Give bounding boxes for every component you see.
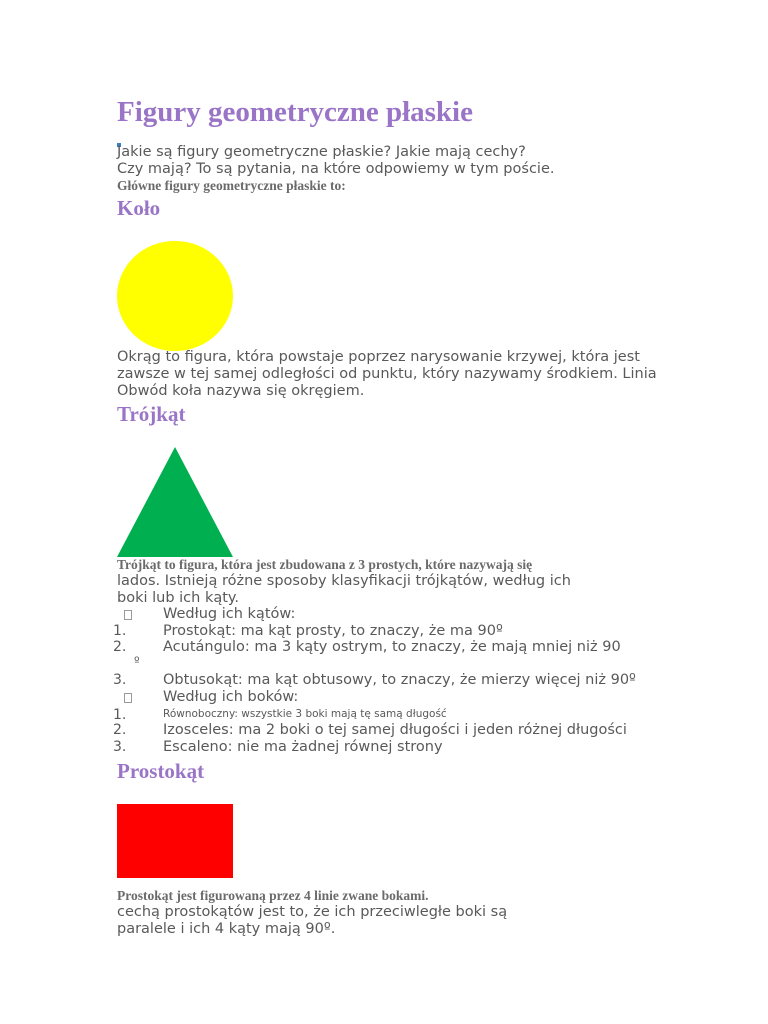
degree-symbol: º [134, 654, 140, 668]
sides-item-1-number: 1. [113, 707, 127, 723]
intro-line-2: Czy mają? To są pytania, na które odpowiemy w tym poście. [117, 161, 555, 177]
sides-item-2: Izosceles: ma 2 boki o tej samej długości i jeden różnej długości [163, 722, 627, 738]
triangle-text-3: boki lub ich kąty. [117, 590, 240, 606]
circle-text-2: zawsze w tej samej odległości od punktu, który nazywamy środkiem. Linia [117, 366, 657, 382]
triangle-shape [116, 446, 234, 558]
rectangle-text-1: Prostokąt jest figurowaną przez 4 linie zwane bokami. [117, 888, 429, 903]
bullet-box-icon [124, 610, 132, 620]
rectangle-text-2: cechą prostokątów jest to, że ich przeciwległe boki są [117, 904, 508, 920]
sides-list-label: Według ich boków: [163, 689, 299, 705]
circle-shape [116, 240, 234, 352]
circle-text-1: Okrąg to figura, która powstaje poprzez narysowanie krzywej, która jest [117, 349, 640, 365]
bullet-box-icon [124, 693, 132, 703]
angles-item-1: Prostokąt: ma kąt prosty, to znaczy, że ma 90º [163, 623, 503, 639]
intro-line-3: Główne figury geometryczne płaskie to: [117, 178, 346, 193]
angles-item-3: Obtusokąt: ma kąt obtusowy, to znaczy, że mierzy więcej niż 90º [163, 672, 636, 688]
rectangle-heading: Prostokąt [117, 759, 205, 783]
page-title: Figury geometryczne płaskie [117, 96, 473, 128]
angles-item-1-number: 1. [113, 623, 127, 639]
triangle-text-1: Trójkąt to figura, która jest zbudowana z 3 prostych, które nazywają się [117, 557, 533, 572]
angles-item-3-number: 3. [113, 672, 127, 688]
circle-text-3: Obwód koła nazywa się okręgiem. [117, 383, 365, 399]
sides-item-1: Równoboczny: wszystkie 3 boki mają tę samą długość [163, 708, 447, 720]
sides-item-2-number: 2. [113, 722, 127, 738]
sides-item-3-number: 3. [113, 739, 127, 755]
rectangle-shape [116, 803, 234, 879]
angles-item-2-number: 2. [113, 639, 127, 655]
triangle-heading: Trójkąt [117, 402, 186, 426]
intro-line-1: Jakie są figury geometryczne płaskie? Jakie mają cechy? [117, 144, 526, 160]
angles-list-label: Według ich kątów: [163, 606, 296, 622]
rectangle-text-3: paralele i ich 4 kąty mają 90º. [117, 921, 336, 937]
sides-item-3: Escaleno: nie ma żadnej równej strony [163, 739, 443, 755]
circle-heading: Koło [117, 196, 161, 220]
triangle-text-2: lados. Istnieją różne sposoby klasyfikacji trójkątów, według ich [117, 573, 571, 589]
angles-item-2: Acutángulo: ma 3 kąty ostrym, to znaczy, że mają mniej niż 90 [163, 639, 621, 655]
